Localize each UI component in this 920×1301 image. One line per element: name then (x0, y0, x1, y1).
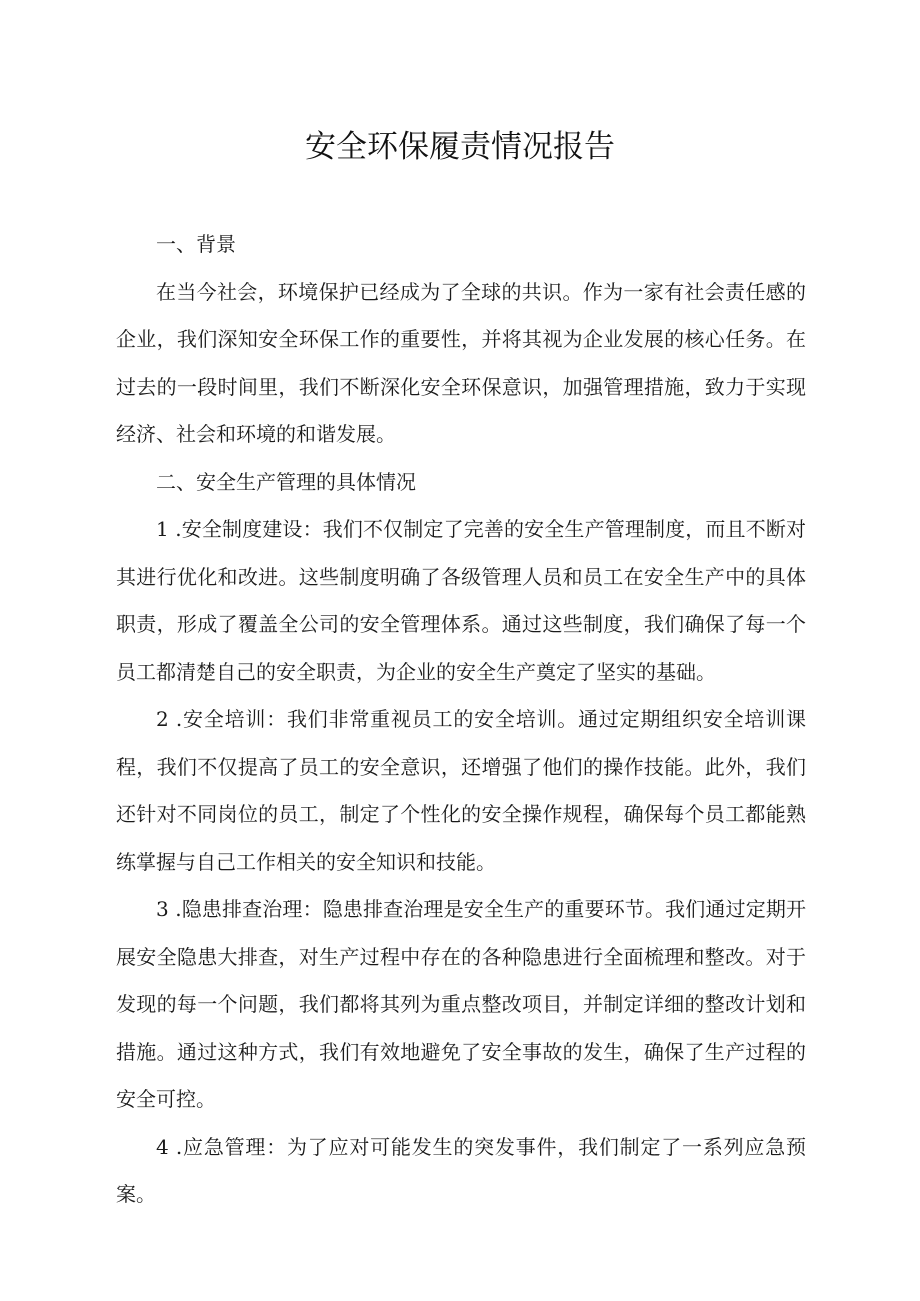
item-hazard-investigation: 3 .隐患排查治理：隐患排查治理是安全生产的重要环节。我们通过定期开展安全隐患大排查，对生产过程中存在的各种隐患进行全面梳理和整改。对于发现的每一个问题，我们都将其列为重点整改项目，并制定详细的整改计划和措施。通过这种方式，我们有效地避免了安全事故的发生，确保了生产过程的安全可控。 (116, 897, 806, 1111)
document-title: 安全环保履责情况报告 (305, 129, 615, 165)
section-heading-background: 一、背景 (156, 232, 236, 256)
document-body (116, 221, 806, 1219)
item-safety-training: 2 .安全培训：我们非常重视员工的安全培训。通过定期组织安全培训课程，我们不仅提高了员工的安全意识，还增强了他们的操作技能。此外，我们还针对不同岗位的员工，制定了个性化的安全操作规程，确保每个员工都能熟练掌握与自己工作相关的安全知识和技能。 (116, 707, 806, 874)
item-safety-system: 1 .安全制度建设：我们不仅制定了完善的安全生产管理制度，而且不断对其进行优化和改进。这些制度明确了各级管理人员和员工在安全生产中的具体职责，形成了覆盖全公司的安全管理体系。通过这些制度，我们确保了每一个员工都清楚自己的安全职责，为企业的安全生产奠定了坚实的基础。 (116, 517, 806, 684)
item-emergency-management: 4 .应急管理：为了应对可能发生的突发事件，我们制定了一系列应急预案。 (116, 1134, 806, 1206)
section-heading-safety-management: 二、安全生产管理的具体情况 (156, 469, 416, 494)
background-paragraph: 在当今社会，环境保护已经成为了全球的共识。作为一家有社会责任感的企业，我们深知安全环保工作的重要性，并将其视为企业发展的核心任务。在过去的一段时间里，我们不断深化安全环保意识，加强管理措施，致力于实现经济、社会和环境的和谐发展。 (116, 279, 806, 446)
